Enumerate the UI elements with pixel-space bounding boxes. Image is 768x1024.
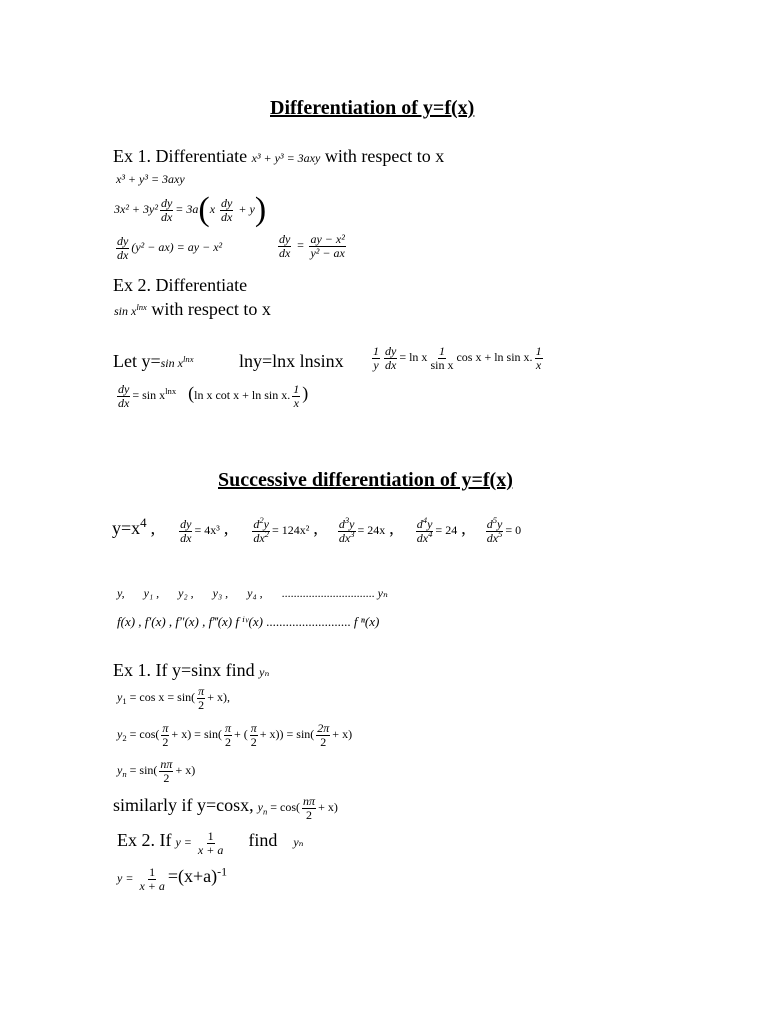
first-derivative: $\frac{dy}{dx}$	[180, 517, 192, 545]
ex2-suffix: with respect to x	[151, 299, 271, 319]
f-sequence-dots: ..........................	[266, 614, 351, 629]
ex1-suffix: with respect to x	[324, 146, 445, 166]
f-n: f ⁿ(x)	[353, 614, 380, 629]
cosx-line: similarly if y=cosx, $y_n = \cos$( $\frac{n\pi}{2}$ + x)	[113, 794, 338, 822]
ex2-intro: Ex 2. Differentiate	[113, 275, 248, 295]
y-sequence-dots: ...............................	[281, 586, 375, 600]
log-derivative: $\frac{1}{y}$ $\frac{dy}{dx}$ = ln x $\frac{1}{\text{sin x}}$ cos x + ln sin x. $\frac{1}{x}$	[373, 344, 542, 372]
dy-dx-fraction: $\frac{dy}{dx}$	[117, 234, 129, 262]
sinx-yn: $y_n = \sin$( $\frac{n\pi}{2}$ + x)	[117, 757, 196, 785]
ex1-intro: Ex 1. Differentiate	[113, 146, 248, 166]
ln-equation: lny=lnx lnsinx	[239, 351, 344, 371]
ex1-line2: 3x² + 3y² $\frac{dy}{dx}$ = 3a(x $\frac{dy}{dx}$ + y)	[114, 191, 267, 228]
one-over-x: $\frac{1}{x}$	[535, 344, 542, 372]
successive-derivatives: $y=x^4$ , $\frac{dy}{dx}$ = 4x³ , $\frac{d^2y}{dx^2}$ = 124x² , $\frac{d^3y}{dx^3}$ = 24x , $\frac{d^4y}{dx^4}$ = 24 , $\frac{d^5y}{dx^5}$ = 0	[112, 514, 522, 545]
ex1-equation: x³ + y³ = 3axy	[251, 151, 321, 165]
dy-dx-fraction: $\frac{dy}{dx}$	[221, 195, 233, 224]
ex1-result-fraction: $\frac{\text{ay − x²}}{\text{y² − ax}}$	[310, 232, 345, 260]
result-line: $\frac{dy}{dx}$ = $\sin x^{lnx}$ (ln x cot x + ln sin x. $\frac{1}{x}$ )	[118, 382, 309, 410]
y-x4: $y=x^4$	[112, 514, 147, 538]
sinx-y1: $y_1 = \cos x = \sin$( $\frac{\pi}{2}$ + x),	[117, 684, 230, 712]
sinx-y2: $y_2 = \cos$( $\frac{\pi}{2}$ + x) = sin( $\frac{\pi}{2}$ + ( $\frac{\pi}{2}$ + x)) = sin( $\frac{2\pi}{2}$ + x)	[117, 721, 353, 749]
third-derivative: $\frac{d^3y}{dx^3}$	[338, 515, 355, 545]
dy-dx-fraction: $\frac{dy}{dx}$	[160, 195, 173, 224]
section-title-successive: Successive differentiation of y=f(x)	[218, 469, 513, 491]
section-title-differentiation: Differentiation of y=f(x)	[270, 97, 475, 119]
ex1-statement	[113, 147, 444, 165]
dy-dx-fraction: $\frac{dy}{dx}$	[279, 232, 291, 260]
ex1-line1: x³ + y³ = 3axy	[116, 172, 185, 186]
ex1-line3-result: $\frac{dy}{dx}$ = $\frac{\text{ay − x²}}{\text{y² − ax}}$	[279, 232, 345, 260]
one-over-x: $\frac{1}{x}$	[293, 382, 300, 410]
y-sequence: y, y₁ , y₂ , y₃ , y₄ , ............................... yₙ	[117, 586, 388, 600]
reciprocal-fraction: $\frac{1}{x + a}$	[197, 829, 224, 857]
let-line	[113, 352, 194, 370]
reciprocal-fraction: $\frac{1}{x + a}$	[139, 865, 165, 893]
let-label: Let y=	[113, 351, 161, 371]
let-expression: $\sin x^{lnx}$	[160, 354, 194, 370]
one-over-y: $\frac{1}{y}$	[373, 344, 379, 372]
ex1-line3-left: (y² − ax) = ay − x²	[131, 239, 223, 254]
f-sequence: f(x) , f′(x) , f″(x) , f‴(x) f ⁱᵛ(x) .......................... f ⁿ(x)	[117, 614, 380, 629]
dy-dx-fraction: $\frac{dy}{dx}$	[118, 382, 130, 410]
fourth-derivative: $\frac{d^4y}{dx^4}$	[416, 515, 433, 545]
sinx-example-intro: Ex 1. If y=sinx find yₙ	[113, 660, 270, 680]
second-derivative: $\frac{d^2y}{dx^2}$	[253, 515, 269, 545]
dy-dx-fraction: $\frac{dy}{dx}$	[385, 344, 397, 372]
one-over-sinx: $\frac{1}{\text{sin x}}$	[430, 344, 454, 372]
reciprocal-rewrite: y = $\frac{1}{x + a}$ $=(x+a)^{-1}$	[117, 864, 228, 893]
ex1-line2-left: 3x² + 3y²	[114, 201, 158, 216]
reciprocal-example: Ex 2. If y = $\frac{1}{x + a}$ find yₙ	[117, 829, 304, 857]
ex2-expression-line	[114, 300, 271, 318]
ex1-line3	[114, 235, 222, 261]
ex2-expression: $\sin x^{lnx}$	[114, 302, 147, 318]
y-n: yₙ	[377, 586, 388, 600]
ex1-line2-mid: = 3a	[175, 201, 199, 216]
fifth-derivative: $\frac{d^5y}{dx^5}$	[486, 515, 503, 545]
